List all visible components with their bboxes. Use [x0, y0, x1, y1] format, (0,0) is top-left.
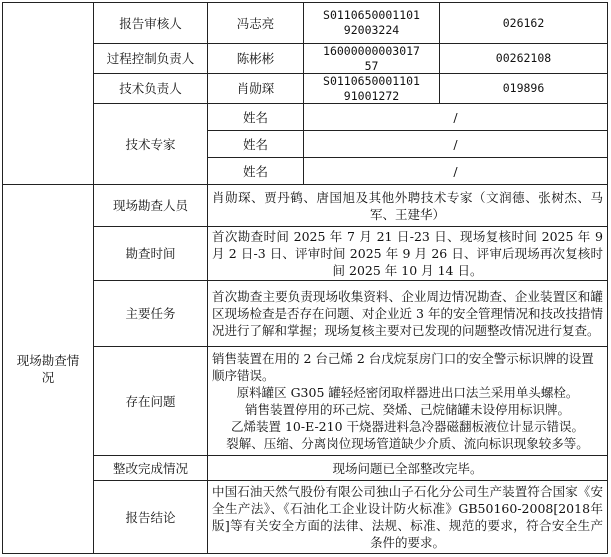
tech-lead-cert: [304, 74, 440, 104]
problem-item-3: 销售装置停用的环己烷、癸烯、己烷储罐未设停用标识牌。: [244, 402, 570, 417]
personnel-label: 现场勘查人员: [94, 185, 208, 227]
time-value: 首次勘查时间 2025 年 7 月 21 日-23 日、现场复核时间 2025 年 9 月 2 日-3 日、评审时间 2025 年 9 月 26 日、评审后现场再次复核时间 2025 年 10 月 14 日。: [208, 227, 608, 281]
task-value: 首次勘查主要负责现场收集资料、企业周边情况勘查、企业装置区和罐区现场检查是否存在问题、对企业近 3 年的安全管理情况和技改技措情况进行了解和掌握；现场复核主要对已发现的问题整改情况进行复查。: [208, 281, 608, 347]
problem-item-5: 裂解、压缩、分离岗位现场管道缺少介质、流向标识现象较多等。: [226, 436, 589, 451]
conclusion-value: 中国石油天然气股份有限公司独山子石化分公司生产装置符合国家《安全生产法》、《石油化工企业设计防火标准》GB50160-2008[2018年版]等有关安全方面的法律、法规、标准、规范的要求，符合安全生产条件的要求。: [208, 481, 608, 554]
reviewer-cert-line1: S0110650001101: [323, 8, 420, 22]
process-label: 过程控制负责人: [94, 44, 208, 74]
reviewer-cert: [304, 2, 440, 44]
expert-field-2: 姓名: [208, 131, 304, 158]
tech-lead-id: 019896: [440, 74, 608, 104]
problem-item-1: 销售装置在用的 2 台己烯 2 台戊烷泵房门口的安全警示标识牌的设置顺序错误。: [212, 351, 594, 383]
process-id: 00262108: [440, 44, 608, 74]
reviewer-cert-line2: 92003224: [343, 23, 400, 37]
expert-value-2: /: [304, 131, 608, 158]
task-label: 主要任务: [94, 281, 208, 347]
conclusion-label: 报告结论: [94, 481, 208, 554]
expert-value-3: /: [304, 158, 608, 185]
experts-label: 技术专家: [94, 104, 208, 185]
process-cert-line2: 57: [364, 58, 379, 73]
top-left-blank: [2, 2, 94, 185]
expert-field-3: 姓名: [208, 158, 304, 185]
reviewer-label: 报告审核人: [94, 2, 208, 44]
process-cert-line1: 16000000003017: [323, 43, 420, 58]
report-table: [2, 2, 608, 554]
reviewer-name: 冯志亮: [208, 2, 304, 44]
personnel-value: 肖勋琛、贾丹鹤、唐国旭及其他外聘技术专家（文润德、张树杰、马军、王建华）: [208, 185, 608, 227]
rectify-value: 现场问题已全部整改完毕。: [208, 456, 608, 481]
problem-list: [208, 347, 608, 456]
problem-label: 存在问题: [94, 347, 208, 456]
time-label: 勘查时间: [94, 227, 208, 281]
tech-lead-label: 技术负责人: [94, 74, 208, 104]
expert-value-1: /: [304, 104, 608, 131]
problem-item-2: 原料罐区 G305 罐轻烃密闭取样器进出口法兰采用单头螺栓。: [236, 385, 579, 400]
site-section-label: 现场勘查情况: [2, 185, 94, 554]
rectify-label: 整改完成情况: [94, 456, 208, 481]
tech-lead-cert-line1: S0110650001101: [323, 73, 420, 88]
tech-lead-name: 肖勋琛: [208, 74, 304, 104]
tech-lead-cert-line2: 91001272: [343, 88, 400, 103]
expert-field-1: 姓名: [208, 104, 304, 131]
problem-item-4: 乙烯装置 10-E-210 干烧器进料急冷器磁翻板液位计显示错误。: [230, 419, 585, 434]
reviewer-id: 026162: [440, 2, 608, 44]
process-cert: [304, 44, 440, 74]
process-name: 陈彬彬: [208, 44, 304, 74]
